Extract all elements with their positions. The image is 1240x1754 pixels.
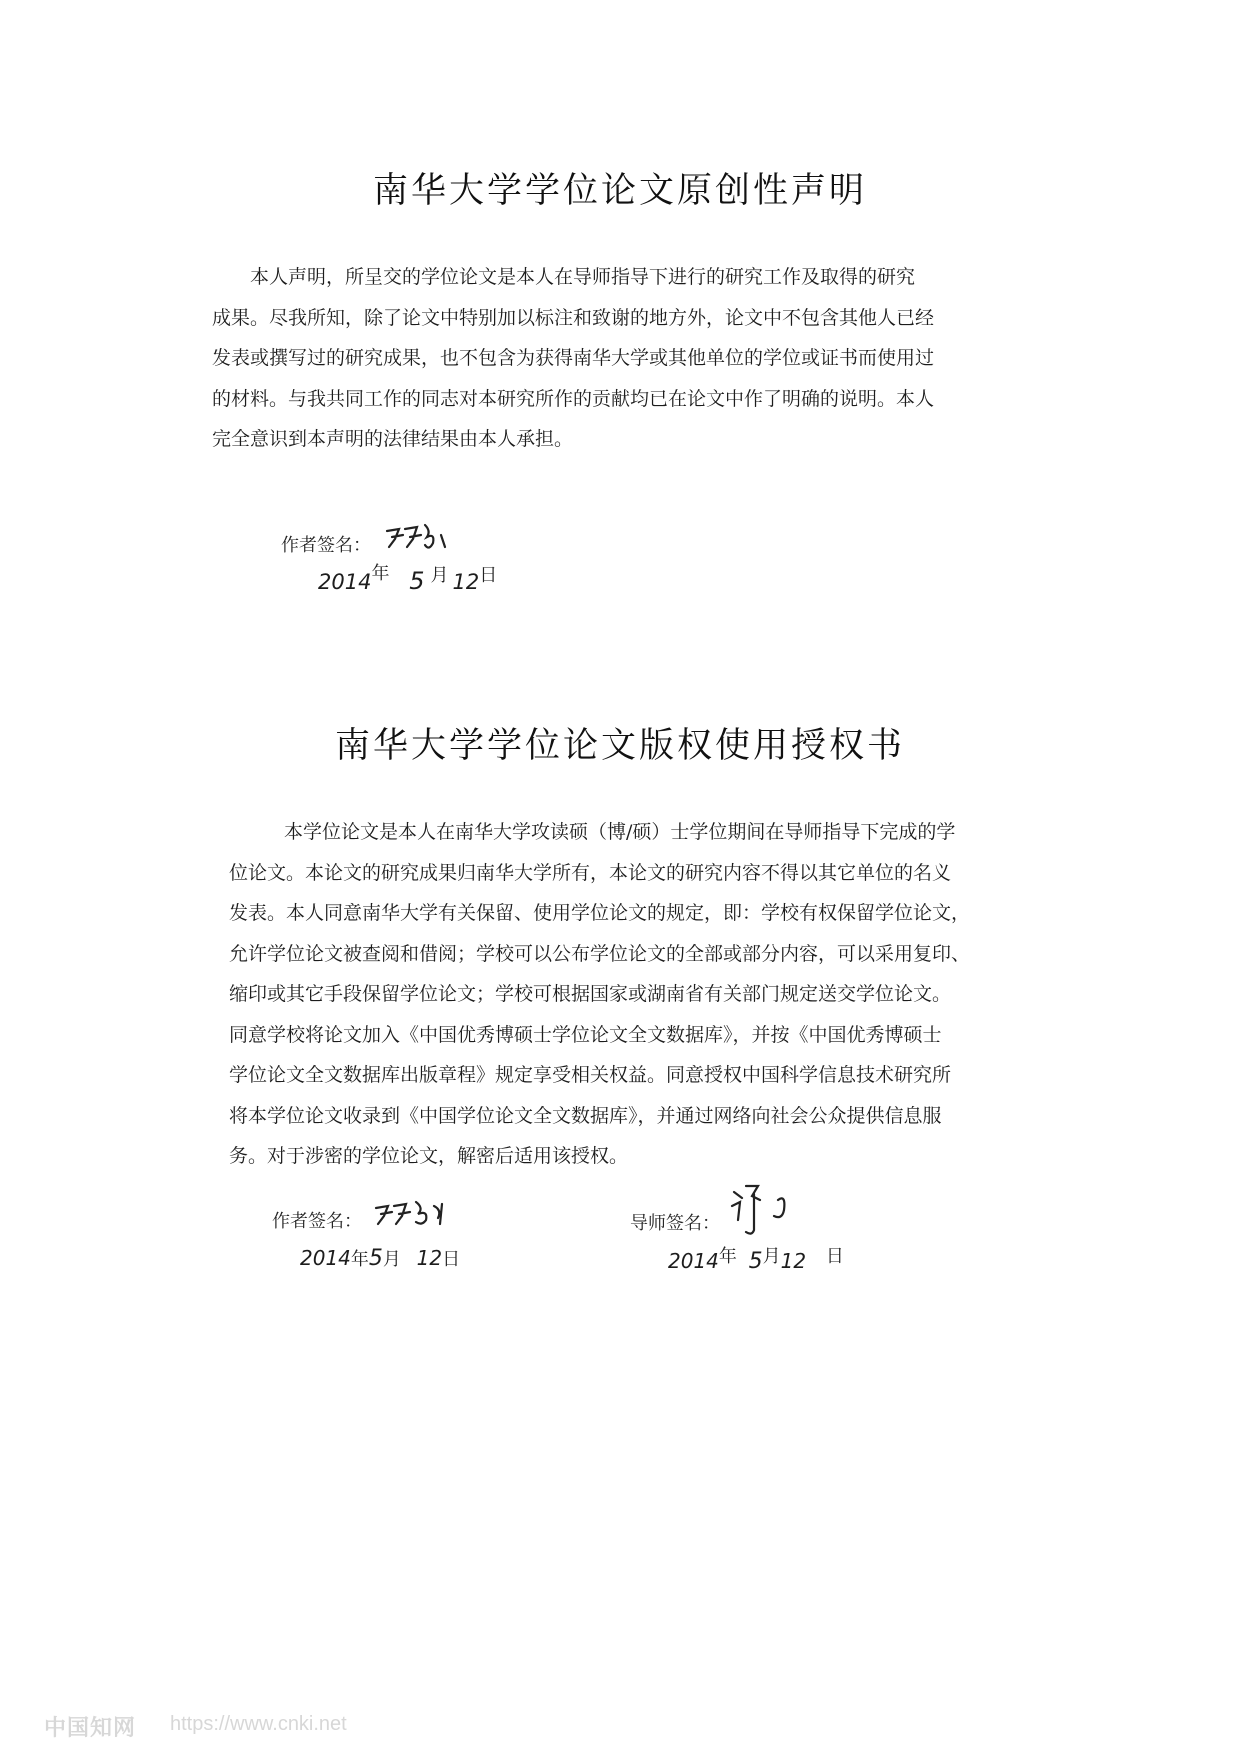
author-signature <box>372 1192 452 1232</box>
handwritten-month: 5 <box>748 1249 763 1274</box>
authorization-line: 学位论文全文数据库出版章程》规定享受相关权益。同意授权中国科学信息技术研究所 <box>229 1064 952 1086</box>
authorization-line: 本学位论文是本人在南华大学攻读硕（博/硕）士学位期间在导师指导下完成的学 <box>284 821 956 843</box>
authorization-line: 发表。本人同意南华大学有关保留、使用学位论文的规定，即：学校有权保留学位论文， <box>229 902 971 924</box>
handwritten-year: 2014 <box>318 570 372 594</box>
authorization-body <box>229 812 1029 1177</box>
handwritten-month: 5 <box>368 1246 383 1271</box>
authorization-line: 同意学校将论文加入《中国优秀博硕士学位论文全文数据库》，并按《中国优秀博硕士 <box>229 1023 942 1046</box>
year-char: 年 <box>371 563 390 584</box>
authorization-line: 缩印或其它手段保留学位论文；学校可根据国家或湖南省有关部门规定送交学位论文。 <box>229 983 952 1005</box>
authorization-line: 务。对于涉密的学位论文，解密后适用该授权。 <box>229 1145 629 1167</box>
authorization-line: 位论文。本论文的研究成果归南华大学所有，本论文的研究内容不得以其它单位的名义 <box>229 861 952 884</box>
supervisor-label: 导师签名： <box>630 1213 720 1234</box>
handwritten-year: 2014 <box>300 1246 351 1270</box>
declaration-date <box>318 563 498 595</box>
authorization-author-label: 作者签名： <box>272 1211 362 1232</box>
handwritten-year: 2014 <box>668 1249 719 1273</box>
day-char: 日 <box>479 565 498 586</box>
month-char: 月 <box>762 1246 781 1267</box>
declaration-line: 本人声明，所呈交的学位论文是本人在导师指导下进行的研究工作及取得的研究 <box>250 266 916 288</box>
supervisor-date <box>668 1248 844 1274</box>
authorization-line: 允许学位论文被查阅和借阅；学校可以公布学位论文的全部或部分内容，可以采用复印、 <box>229 942 971 965</box>
day-char: 日 <box>442 1249 461 1270</box>
month-char: 月 <box>382 1249 401 1270</box>
authorization-line: 将本学位论文收录到《中国学位论文全文数据库》，并通过网络向社会公众提供信息服 <box>229 1104 942 1127</box>
handwritten-day: 12 <box>780 1249 807 1273</box>
authorization-title: 南华大学学位论文版权使用授权书 <box>334 726 905 766</box>
year-char: 年 <box>718 1246 737 1267</box>
declaration-title: 南华大学学位论文原创性声明 <box>372 171 867 211</box>
month-char: 月 <box>430 565 449 586</box>
handwritten-day: 12 <box>416 1246 443 1270</box>
declaration-line: 成果。尽我所知，除了论文中特别加以标注和致谢的地方外，论文中不包含其他人已经 <box>212 306 935 329</box>
supervisor-signature <box>728 1180 808 1240</box>
cnki-logo: 中国知网 <box>44 1716 137 1741</box>
declaration-author-label: 作者签名： <box>281 535 371 556</box>
handwritten-month: 5 <box>409 567 425 595</box>
declaration-line: 完全意识到本声明的法律结果由本人承担。 <box>212 428 574 450</box>
declaration-line: 的材料。与我共同工作的同志对本研究所作的贡献均已在论文中作了明确的说明。本人 <box>212 387 935 410</box>
cnki-url[interactable]: https://www.cnki.net <box>170 1713 347 1735</box>
authorization-author-date <box>300 1245 460 1271</box>
author-signature <box>383 517 453 557</box>
handwritten-day: 12 <box>452 570 480 594</box>
declaration-body <box>212 257 1024 460</box>
day-char: 日 <box>825 1246 844 1267</box>
declaration-line: 发表或撰写过的研究成果，也不包含为获得南华大学或其他单位的学位或证书而使用过 <box>212 347 935 369</box>
year-char: 年 <box>350 1249 369 1270</box>
